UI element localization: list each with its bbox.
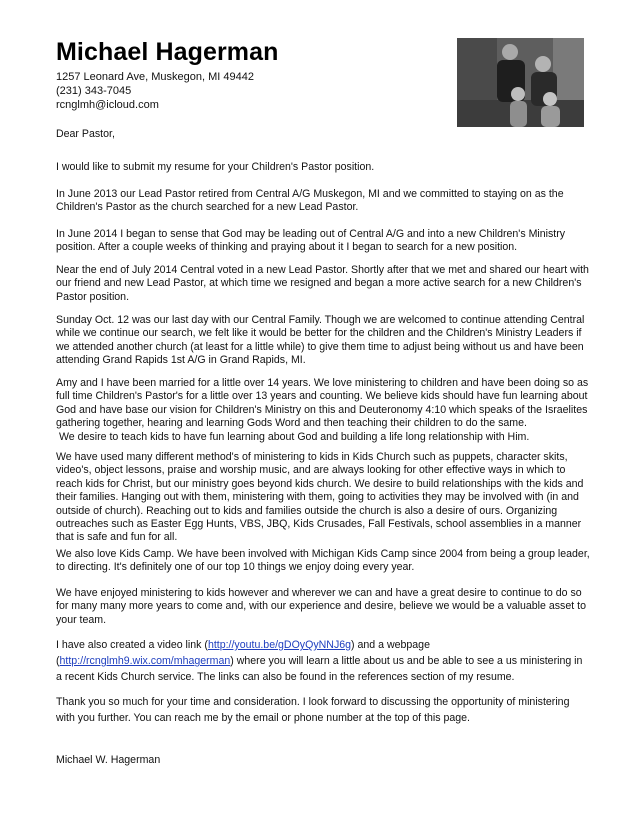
video-link[interactable]: http://youtu.be/gDOyQyNNJ6g xyxy=(207,639,352,651)
paragraph-2014 xyxy=(56,228,590,255)
paragraph-text: We desire to teach kids to have fun learning about God and building a life long relationship with Him. xyxy=(59,430,530,443)
email-line: rcnglmh@icloud.com xyxy=(56,99,159,111)
paragraph-intro xyxy=(56,161,590,174)
phone-line: (231) 343-7045 xyxy=(56,85,132,97)
webpage-link-part-1: http://rcnglmh9.wix.com/ xyxy=(59,655,174,667)
address-line: 1257 Leonard Ave, Muskegon, MI 49442 xyxy=(56,71,254,83)
paragraph-text: In June 2013 our Lead Pastor retired from Central A/G Muskegon, MI and we committed to staying on as the Children's Pastor as the church searched for a new Lead Pastor. xyxy=(56,188,564,214)
paragraph-text: We have enjoyed ministering to kids however and wherever we can and have a great desire to continue to do so for many many more years to come and, with our experience and desire, believe we would be a valuable asset to your team. xyxy=(56,587,586,626)
paragraph-thanks xyxy=(56,694,590,726)
paragraph-text: In June 2014 I began to sense that God may be leading out of Central A/G and into a new Children's Ministry position. After a couple weeks of thinking and praying about it I began to search for a new position. xyxy=(56,228,566,254)
paragraph-text: Thank you so much for your time and consideration. I look forward to discussing the opportunity of ministering with you further. You can reach me by the email or phone number at the top of this page. xyxy=(56,696,570,724)
salutation: Dear Pastor, xyxy=(56,128,115,140)
paragraph-text: Sunday Oct. 12 was our last day with our Central Family. Though we are welcomed to continue attending Central while we continue our search, we felt like it would be better for the children and the Children's Ministry Leaders if we attended another church (at least for a little while) to give them time to adjust being without us and have been attending Grand Rapids 1st A/G in Grand Rapids, MI. xyxy=(56,314,585,367)
webpage-link-part-2: mhagerman xyxy=(173,655,231,667)
paragraph-oct-12 xyxy=(56,314,590,368)
paragraph-marriage xyxy=(56,377,590,444)
paragraph-text: I have also created a video link ( xyxy=(56,639,208,651)
paragraph-kids-camp xyxy=(56,548,590,575)
paragraph-methods xyxy=(56,451,590,545)
paragraph-text: ) and a webpage ( xyxy=(56,639,430,667)
paragraph-text: Near the end of July 2014 Central voted in a new Lead Pastor. Shortly after that we met and shared our heart with our friend and new Lead Pastor, at which time we resigned and began a more active search for a new Children's Pastor position. xyxy=(56,264,589,303)
applicant-name: Michael Hagerman xyxy=(56,38,279,66)
paragraph-text: We also love Kids Camp. We have been involved with Michigan Kids Camp since 2004 from being a group leader, to directing. It's definitely one of our top 10 things we enjoy doing every year. xyxy=(56,548,590,574)
paragraph-links xyxy=(56,637,590,685)
paragraph-text: ) where you will learn a little about us and be able to see a us ministering in a recent Kids Church service. The links can also be found in the references section of my resume. xyxy=(56,655,583,683)
family-photo xyxy=(457,38,584,127)
paragraph-text: Amy and I have been married for a little over 14 years. We love ministering to children and have been doing so as full time Children's Pastor's for a little over 13 years and counting. We believe kids should have fun learning about God and have base our vision for Children's Ministry on this and Deuteronomy 4:10 which speaks of the Israelites gathering together, hearing and learning Gods Word and then teaching their children to do the same. xyxy=(56,377,589,430)
paragraph-2013 xyxy=(56,188,590,215)
paragraph-enjoyed xyxy=(56,587,590,627)
webpage-link[interactable] xyxy=(60,655,231,667)
paragraph-text: We have used many different method's of ministering to kids in Kids Church such as puppets, character skits, video's, object lessons, praise and worship music, and are always looking for other effective ways in which to reach kids for Christ, but our ministry goes beyond kids church. We desire to build relationships with the kids and their families. Hanging out with them, ministering with them, going to activities they may be involved with (in and outside of church). Reaching out to kids and families outside the church is also a desire of ours. Organizing outreaches such as Easter Egg Hunts, VBS, JBQ, Kids Crusades, Fall Festivals, school assemblies in a manner that is safe and fun for all. xyxy=(56,451,584,544)
paragraph-july-2014 xyxy=(56,264,590,304)
paragraph-text: I would like to submit my resume for your Children's Pastor position. xyxy=(56,161,375,173)
signature: Michael W. Hagerman xyxy=(56,754,161,766)
